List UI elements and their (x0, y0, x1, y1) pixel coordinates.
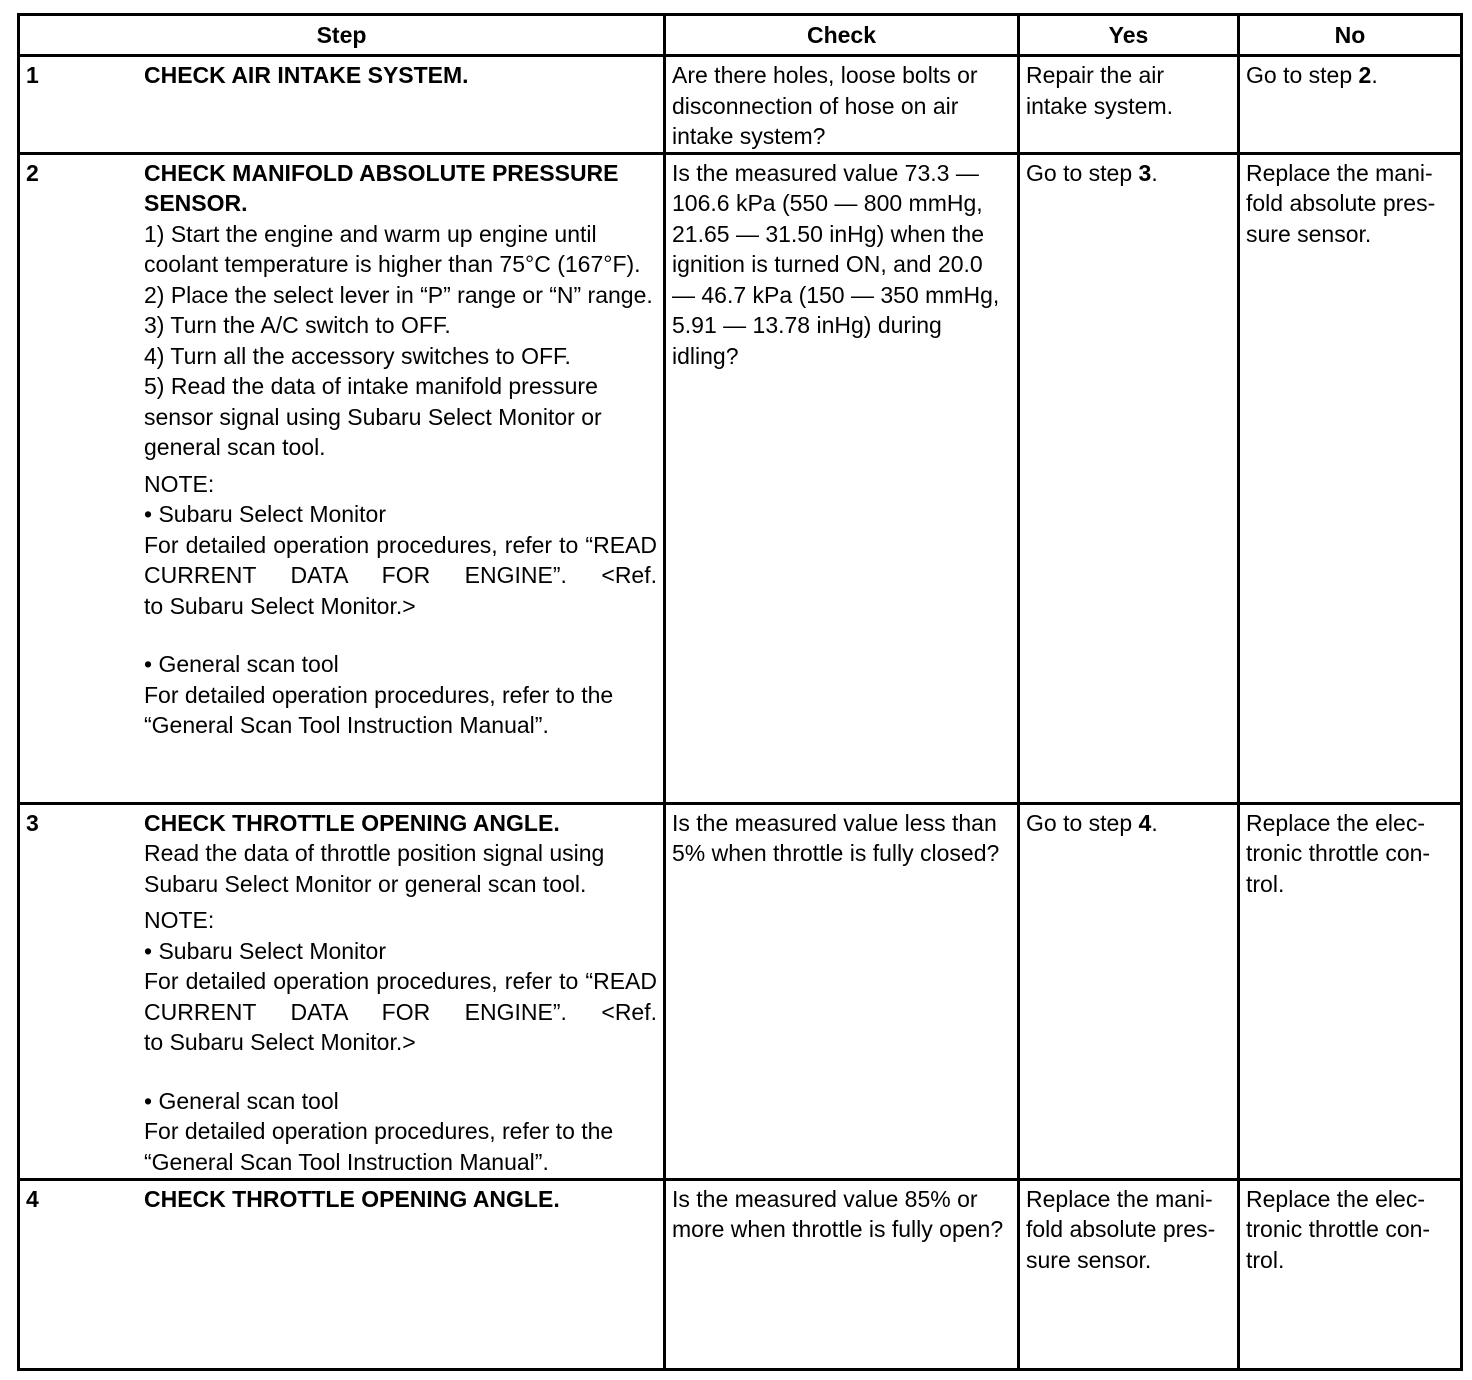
step-title: CHECK MANIFOLD ABSOLUTE PRESSURE SENSOR. (144, 159, 619, 216)
bullet-item: • Subaru Select Monitor (144, 937, 387, 964)
bullet-text: For detailed operation procedures, refer to “READ CURRENT DATA FOR ENGINE”. <Ref. (144, 968, 657, 1025)
no-cell: Replace the mani-fold absolute pres-sure sensor. (1239, 153, 1462, 803)
check-cell: Are there holes, loose bolts or disconnection of hose on air intake system? (665, 56, 1019, 154)
yes-cell: Go to step 3. (1019, 153, 1239, 803)
table-row (19, 56, 1462, 154)
note-label: NOTE: (144, 907, 215, 933)
no-cell: Go to step 2. (1239, 56, 1462, 154)
instruction: 2) Place the select lever in “P” range or “N” range. (144, 281, 653, 308)
header-step: Step (19, 15, 665, 56)
yes-cell: Repair the air intake system. (1019, 56, 1239, 154)
header-no: No (1239, 15, 1462, 56)
step-number: 3 (26, 809, 39, 836)
bullet-item: • General scan tool (144, 651, 339, 677)
step-cell (19, 56, 665, 154)
no-cell: Replace the elec-tronic throttle con-trol. (1239, 1179, 1462, 1369)
instruction: 1) Start the engine and warm up engine until coolant temperature is higher than 75°C (167°F). (144, 220, 641, 277)
header-row (19, 15, 1462, 56)
instruction: 5) Read the data of intake manifold pressure sensor signal using Subaru Select Monitor or general scan tool. (144, 373, 602, 460)
bullet-text: to Subaru Select Monitor.> (144, 1029, 416, 1055)
step-number: 2 (26, 159, 39, 186)
table-row (19, 153, 1462, 803)
check-cell: Is the measured value 85% or more when throttle is fully open? (665, 1179, 1019, 1369)
table-row (19, 1179, 1462, 1369)
no-cell: Replace the elec-tronic throttle con-trol. (1239, 803, 1462, 1179)
step-title: CHECK THROTTLE OPENING ANGLE. (144, 809, 560, 836)
bullet-text: For detailed operation procedures, refer to the “General Scan Tool Instruction Manual”. (144, 1118, 614, 1175)
step-number: 4 (26, 1185, 39, 1212)
step-cell (19, 1179, 665, 1369)
instruction: 3) Turn the A/C switch to OFF. (144, 312, 451, 338)
table-row (19, 803, 1462, 1179)
step-cell (19, 153, 665, 803)
step-title: CHECK AIR INTAKE SYSTEM. (144, 62, 469, 88)
check-cell: Is the measured value 73.3 — 106.6 kPa (550 — 800 mmHg, 21.65 — 31.50 inHg) when the ignition is turned ON, and 20.0 — 46.7 kPa (150 — 350 mmHg, 5.91 — 13.78 inHg) during idling? (665, 153, 1019, 803)
bullet-text: For detailed operation procedures, refer to the “General Scan Tool Instruction Manual”. (144, 681, 614, 738)
yes-cell: Go to step 4. (1019, 803, 1239, 1179)
bullet-item: • General scan tool (144, 1087, 339, 1114)
header-check: Check (665, 15, 1019, 56)
bullet-text: For detailed operation procedures, refer to “READ CURRENT DATA FOR ENGINE”. <Ref. (144, 531, 657, 588)
step-number: 1 (26, 62, 39, 88)
bullet-text: to Subaru Select Monitor.> (144, 592, 416, 619)
instruction: Read the data of throttle position signal using Subaru Select Monitor or general scan tool. (144, 840, 605, 897)
step-cell (19, 803, 665, 1179)
bullet-item: • Subaru Select Monitor (144, 501, 387, 527)
note-label: NOTE: (144, 470, 215, 497)
yes-cell: Replace the mani-fold absolute pres-sure sensor. (1019, 1179, 1239, 1369)
step-title: CHECK THROTTLE OPENING ANGLE. (144, 1185, 560, 1212)
check-cell: Is the measured value less than 5% when throttle is fully closed? (665, 803, 1019, 1179)
diagnostic-table (17, 13, 1463, 1371)
instruction: 4) Turn all the accessory switches to OFF. (144, 342, 571, 369)
header-yes: Yes (1019, 15, 1239, 56)
